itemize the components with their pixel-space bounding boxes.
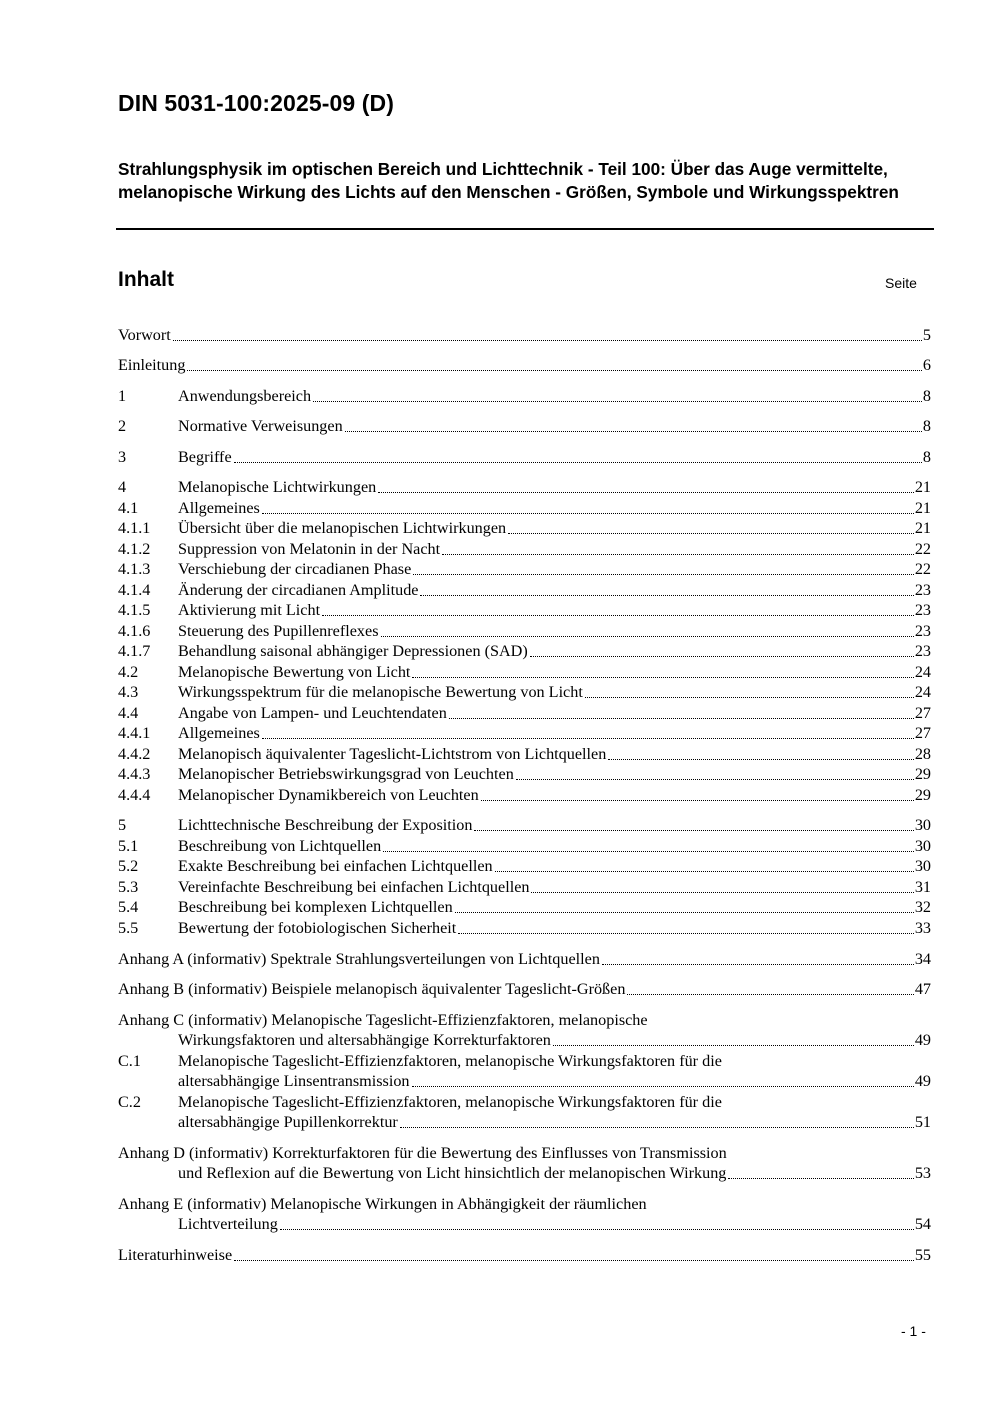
dot-leader xyxy=(508,533,914,534)
toc-entry-4[interactable] xyxy=(118,477,931,498)
toc-entry-page: 54 xyxy=(914,1215,931,1233)
toc-entry-page: 21 xyxy=(914,499,931,517)
dot-leader xyxy=(531,892,913,893)
toc-entry-4-4-4[interactable] xyxy=(118,785,931,806)
toc-entry-page: 27 xyxy=(914,704,931,722)
toc-entry-4-2[interactable] xyxy=(118,662,931,683)
dot-leader xyxy=(474,830,913,831)
toc-entry-page: 24 xyxy=(914,683,931,701)
toc-entry-number: 4.1 xyxy=(118,499,139,517)
toc-entry-text: Wirkungsspektrum für die melanopische Bewertung von Licht xyxy=(178,683,583,701)
toc-entry-page: 34 xyxy=(914,950,931,968)
dot-leader xyxy=(381,636,914,637)
toc-entry-anhang-c[interactable] xyxy=(118,1030,931,1051)
toc-entry-anhang-e-line1[interactable] xyxy=(118,1194,647,1215)
toc-entry-c-1-line1[interactable] xyxy=(118,1051,722,1072)
toc-entry-text: Melanopische Tageslicht-Effizienzfaktoren, melanopische Wirkungsfaktoren für die xyxy=(178,1052,722,1070)
toc-entry-text: Allgemeines xyxy=(178,724,260,742)
toc-entry-text: Wirkungsfaktoren und altersabhängige Korrekturfaktoren xyxy=(178,1031,551,1049)
toc-entry-page: 49 xyxy=(914,1031,931,1049)
toc-entry-4-1-2[interactable] xyxy=(118,539,931,560)
dot-leader xyxy=(602,964,914,965)
toc-entry-text: Steuerung des Pupillenreflexes xyxy=(178,622,379,640)
toc-entry-page: 33 xyxy=(914,919,931,937)
toc-entry-number: 4.2 xyxy=(118,663,139,681)
toc-entry-text: und Reflexion auf die Bewertung von Licht hinsichtlich der melanopischen Wirkung xyxy=(178,1164,727,1182)
dot-leader xyxy=(420,595,913,596)
toc-entry-page: 23 xyxy=(914,642,931,660)
toc-entry-text: Exakte Beschreibung bei einfachen Lichtquellen xyxy=(178,857,493,875)
dot-leader xyxy=(383,851,914,852)
toc-entry-text: Allgemeines xyxy=(178,499,260,517)
toc-entry-4-4[interactable] xyxy=(118,703,931,724)
toc-entry-4-1-4[interactable] xyxy=(118,580,931,601)
dot-leader xyxy=(234,462,922,463)
dot-leader xyxy=(585,697,914,698)
dot-leader xyxy=(412,1086,914,1087)
toc-entry-number: 4.1.4 xyxy=(118,581,151,599)
toc-entry-page: 23 xyxy=(914,581,931,599)
dot-leader xyxy=(516,779,914,780)
toc-entry-number: 4.1.3 xyxy=(118,560,151,578)
toc-entry-number: 3 xyxy=(118,448,127,466)
toc-entry-text: Melanopischer Dynamikbereich von Leuchten xyxy=(178,786,479,804)
toc-entry-anhang-b[interactable] xyxy=(118,979,931,1000)
toc-entry-page: 55 xyxy=(914,1246,931,1264)
toc-entry-page: 8 xyxy=(922,387,931,405)
toc-entry-page: 29 xyxy=(914,765,931,783)
toc-entry-page: 32 xyxy=(914,898,931,916)
toc-entry-number: 4.1.7 xyxy=(118,642,151,660)
toc-entry-text: Lichtverteilung xyxy=(178,1215,278,1233)
toc-entry-number: 4.4.2 xyxy=(118,745,151,763)
title-divider xyxy=(116,228,934,230)
toc-entry-text: Begriffe xyxy=(178,448,232,466)
toc-entry-text: Änderung der circadianen Amplitude xyxy=(178,581,419,599)
toc-entry-c-1[interactable] xyxy=(118,1071,931,1092)
toc-entry-page: 51 xyxy=(914,1113,931,1131)
toc-entry-c-2[interactable] xyxy=(118,1112,931,1133)
toc-entry-text: Beschreibung von Lichtquellen xyxy=(178,837,382,855)
toc-entry-text: Anhang E (informativ) Melanopische Wirkungen in Abhängigkeit der räumlichen xyxy=(118,1195,647,1213)
dot-leader xyxy=(495,871,914,872)
toc-entry-number: 5 xyxy=(118,816,127,834)
toc-entry-page: 21 xyxy=(914,478,931,496)
toc-entry-page: 22 xyxy=(914,560,931,578)
toc-entry-5-2[interactable] xyxy=(118,856,931,877)
toc-entry-page: 21 xyxy=(914,519,931,537)
toc-entry-text: Melanopische Bewertung von Licht xyxy=(178,663,411,681)
dot-leader xyxy=(413,574,914,575)
toc-entry-page: 47 xyxy=(914,980,931,998)
toc-entry-1[interactable] xyxy=(118,386,931,407)
toc-entry-text: Vorwort xyxy=(118,326,171,344)
toc-entry-text: Melanopisch äquivalenter Tageslicht-Lichtstrom von Lichtquellen xyxy=(178,745,607,763)
dot-leader xyxy=(455,912,914,913)
toc-entry-text: Angabe von Lampen- und Leuchtendaten xyxy=(178,704,447,722)
dot-leader xyxy=(530,656,914,657)
dot-leader xyxy=(458,933,914,934)
toc-entry-5-4[interactable] xyxy=(118,897,931,918)
toc-entry-2[interactable] xyxy=(118,416,931,437)
toc-entry-page: 8 xyxy=(922,417,931,435)
document-id-title: DIN 5031-100:2025-09 (D) xyxy=(118,90,394,116)
toc-entry-page: 8 xyxy=(922,448,931,466)
toc-entry-text: Literaturhinweise xyxy=(118,1246,233,1264)
toc-entry-page: 30 xyxy=(914,816,931,834)
dot-leader xyxy=(262,738,914,739)
toc-entry-4-4-3[interactable] xyxy=(118,764,931,785)
toc-entry-number: 4.1.6 xyxy=(118,622,151,640)
toc-entry-anhang-e[interactable] xyxy=(118,1214,931,1235)
toc-entry-4-1-3[interactable] xyxy=(118,559,931,580)
toc-entry-text: Übersicht über die melanopischen Lichtwirkungen xyxy=(178,519,507,537)
toc-entry-number: 4.4.3 xyxy=(118,765,151,783)
toc-entry-page: 6 xyxy=(922,356,931,374)
toc-entry-number: 4.1.1 xyxy=(118,519,151,537)
dot-leader xyxy=(481,800,914,801)
toc-entry-text: Anhang A (informativ) Spektrale Strahlungsverteilungen von Lichtquellen xyxy=(118,950,600,968)
toc-entry-number: 5.3 xyxy=(118,878,139,896)
toc-entry-einleitung[interactable] xyxy=(118,355,931,376)
toc-entry-4-1[interactable] xyxy=(118,498,931,519)
toc-entry-number: 4.3 xyxy=(118,683,139,701)
toc-entry-5[interactable] xyxy=(118,815,931,836)
toc-entry-text: Beschreibung bei komplexen Lichtquellen xyxy=(178,898,453,916)
toc-page-column-label: Seite xyxy=(885,275,917,291)
toc-entry-anhang-c-line1[interactable] xyxy=(118,1010,648,1031)
toc-entry-page: 23 xyxy=(914,601,931,619)
toc-heading: Inhalt xyxy=(118,268,174,291)
toc-entry-text: Melanopische Lichtwirkungen xyxy=(178,478,377,496)
toc-entry-anhang-d-line1[interactable] xyxy=(118,1143,727,1164)
toc-entry-4-4-2[interactable] xyxy=(118,744,931,765)
toc-entry-text: Anhang C (informativ) Melanopische Tageslicht-Effizienzfaktoren, melanopische xyxy=(118,1011,648,1029)
toc-entry-number: 5.5 xyxy=(118,919,139,937)
toc-entry-4-4-1[interactable] xyxy=(118,723,931,744)
dot-leader xyxy=(442,554,914,555)
toc-entry-text: Suppression von Melatonin in der Nacht xyxy=(178,540,441,558)
toc-entry-page: 24 xyxy=(914,663,931,681)
toc-entry-4-3[interactable] xyxy=(118,682,931,703)
dot-leader xyxy=(608,759,914,760)
dot-leader xyxy=(262,513,914,514)
toc-entry-4-1-6[interactable] xyxy=(118,621,931,642)
toc-entry-text: Vereinfachte Beschreibung bei einfachen Lichtquellen xyxy=(178,878,530,896)
toc-entry-4-1-1[interactable] xyxy=(118,518,931,539)
dot-leader xyxy=(345,431,922,432)
dot-leader xyxy=(280,1229,914,1230)
dot-leader xyxy=(728,1178,913,1179)
toc-entry-5-1[interactable] xyxy=(118,836,931,857)
dot-leader xyxy=(187,370,921,371)
dot-leader xyxy=(400,1127,914,1128)
dot-leader xyxy=(173,340,922,341)
toc-entry-3[interactable] xyxy=(118,447,931,468)
toc-entry-text: Anhang B (informativ) Beispiele melanopisch äquivalenter Tageslicht-Größen xyxy=(118,980,626,998)
toc-entry-number: 2 xyxy=(118,417,127,435)
toc-entry-page: 30 xyxy=(914,837,931,855)
toc-entry-number: C.1 xyxy=(118,1052,141,1070)
toc-entry-page: 31 xyxy=(914,878,931,896)
dot-leader xyxy=(322,615,914,616)
dot-leader xyxy=(313,401,922,402)
toc-entry-anhang-a[interactable] xyxy=(118,949,931,970)
toc-entry-text: Verschiebung der circadianen Phase xyxy=(178,560,412,578)
toc-entry-4-1-7[interactable] xyxy=(118,641,931,662)
dot-leader xyxy=(553,1045,914,1046)
toc-entry-literaturhinweise[interactable] xyxy=(118,1245,931,1266)
toc-entry-number: 5.4 xyxy=(118,898,139,916)
toc-entry-page: 53 xyxy=(914,1164,931,1182)
toc-entry-number: 4.1.2 xyxy=(118,540,151,558)
toc-entry-text: Bewertung der fotobiologischen Sicherheit xyxy=(178,919,457,937)
dot-leader xyxy=(378,492,914,493)
toc-entry-number: 5.1 xyxy=(118,837,139,855)
toc-entry-page: 22 xyxy=(914,540,931,558)
toc-entry-text: Anwendungsbereich xyxy=(178,387,312,405)
document-subtitle: Strahlungsphysik im optischen Bereich und Lichttechnik - Teil 100: Über das Auge vermittelte, melanopische Wirkung des Lichts auf den Menschen - Größen, Symbole und Wirkungsspektren xyxy=(118,159,899,202)
toc-entry-text: Melanopischer Betriebswirkungsgrad von Leuchten xyxy=(178,765,514,783)
toc-entry-5-5[interactable] xyxy=(118,918,931,939)
toc-entry-number: 4.4.1 xyxy=(118,724,151,742)
toc-entry-text: Lichttechnische Beschreibung der Exposition xyxy=(178,816,473,834)
toc-entry-page: 29 xyxy=(914,786,931,804)
toc-entry-number: C.2 xyxy=(118,1093,141,1111)
toc-entry-page: 49 xyxy=(914,1072,931,1090)
toc-entry-text: Aktivierung mit Licht xyxy=(178,601,321,619)
toc-entry-4-1-5[interactable] xyxy=(118,600,931,621)
toc-entry-page: 23 xyxy=(914,622,931,640)
toc-entry-number: 4.1.5 xyxy=(118,601,151,619)
toc-entry-text: Behandlung saisonal abhängiger Depressionen (SAD) xyxy=(178,642,528,660)
toc-entry-text: altersabhängige Pupillenkorrektur xyxy=(178,1113,398,1131)
toc-entry-text: altersabhängige Linsentransmission xyxy=(178,1072,410,1090)
toc-entry-text: Melanopische Tageslicht-Effizienzfaktoren, melanopische Wirkungsfaktoren für die xyxy=(178,1093,722,1111)
toc-entry-anhang-d[interactable] xyxy=(118,1163,931,1184)
toc-entry-number: 5.2 xyxy=(118,857,139,875)
toc-entry-page: 28 xyxy=(914,745,931,763)
toc-entry-page: 27 xyxy=(914,724,931,742)
dot-leader xyxy=(234,1260,914,1261)
page-number: - 1 - xyxy=(901,1323,926,1339)
toc-entry-text: Einleitung xyxy=(118,356,186,374)
dot-leader xyxy=(627,994,913,995)
toc-entry-page: 5 xyxy=(922,326,931,344)
dot-leader xyxy=(449,718,914,719)
toc-entry-page: 30 xyxy=(914,857,931,875)
toc-entry-vorwort[interactable] xyxy=(118,325,931,346)
toc-entry-number: 1 xyxy=(118,387,127,405)
toc-entry-number: 4.4.4 xyxy=(118,786,151,804)
toc-entry-number: 4 xyxy=(118,478,127,496)
toc-entry-number: 4.4 xyxy=(118,704,139,722)
toc-entry-5-3[interactable] xyxy=(118,877,931,898)
toc-entry-text: Anhang D (informativ) Korrekturfaktoren für die Bewertung des Einflusses von Transmission xyxy=(118,1144,727,1162)
toc-entry-c-2-line1[interactable] xyxy=(118,1092,722,1113)
dot-leader xyxy=(412,677,913,678)
toc-entry-text: Normative Verweisungen xyxy=(178,417,343,435)
